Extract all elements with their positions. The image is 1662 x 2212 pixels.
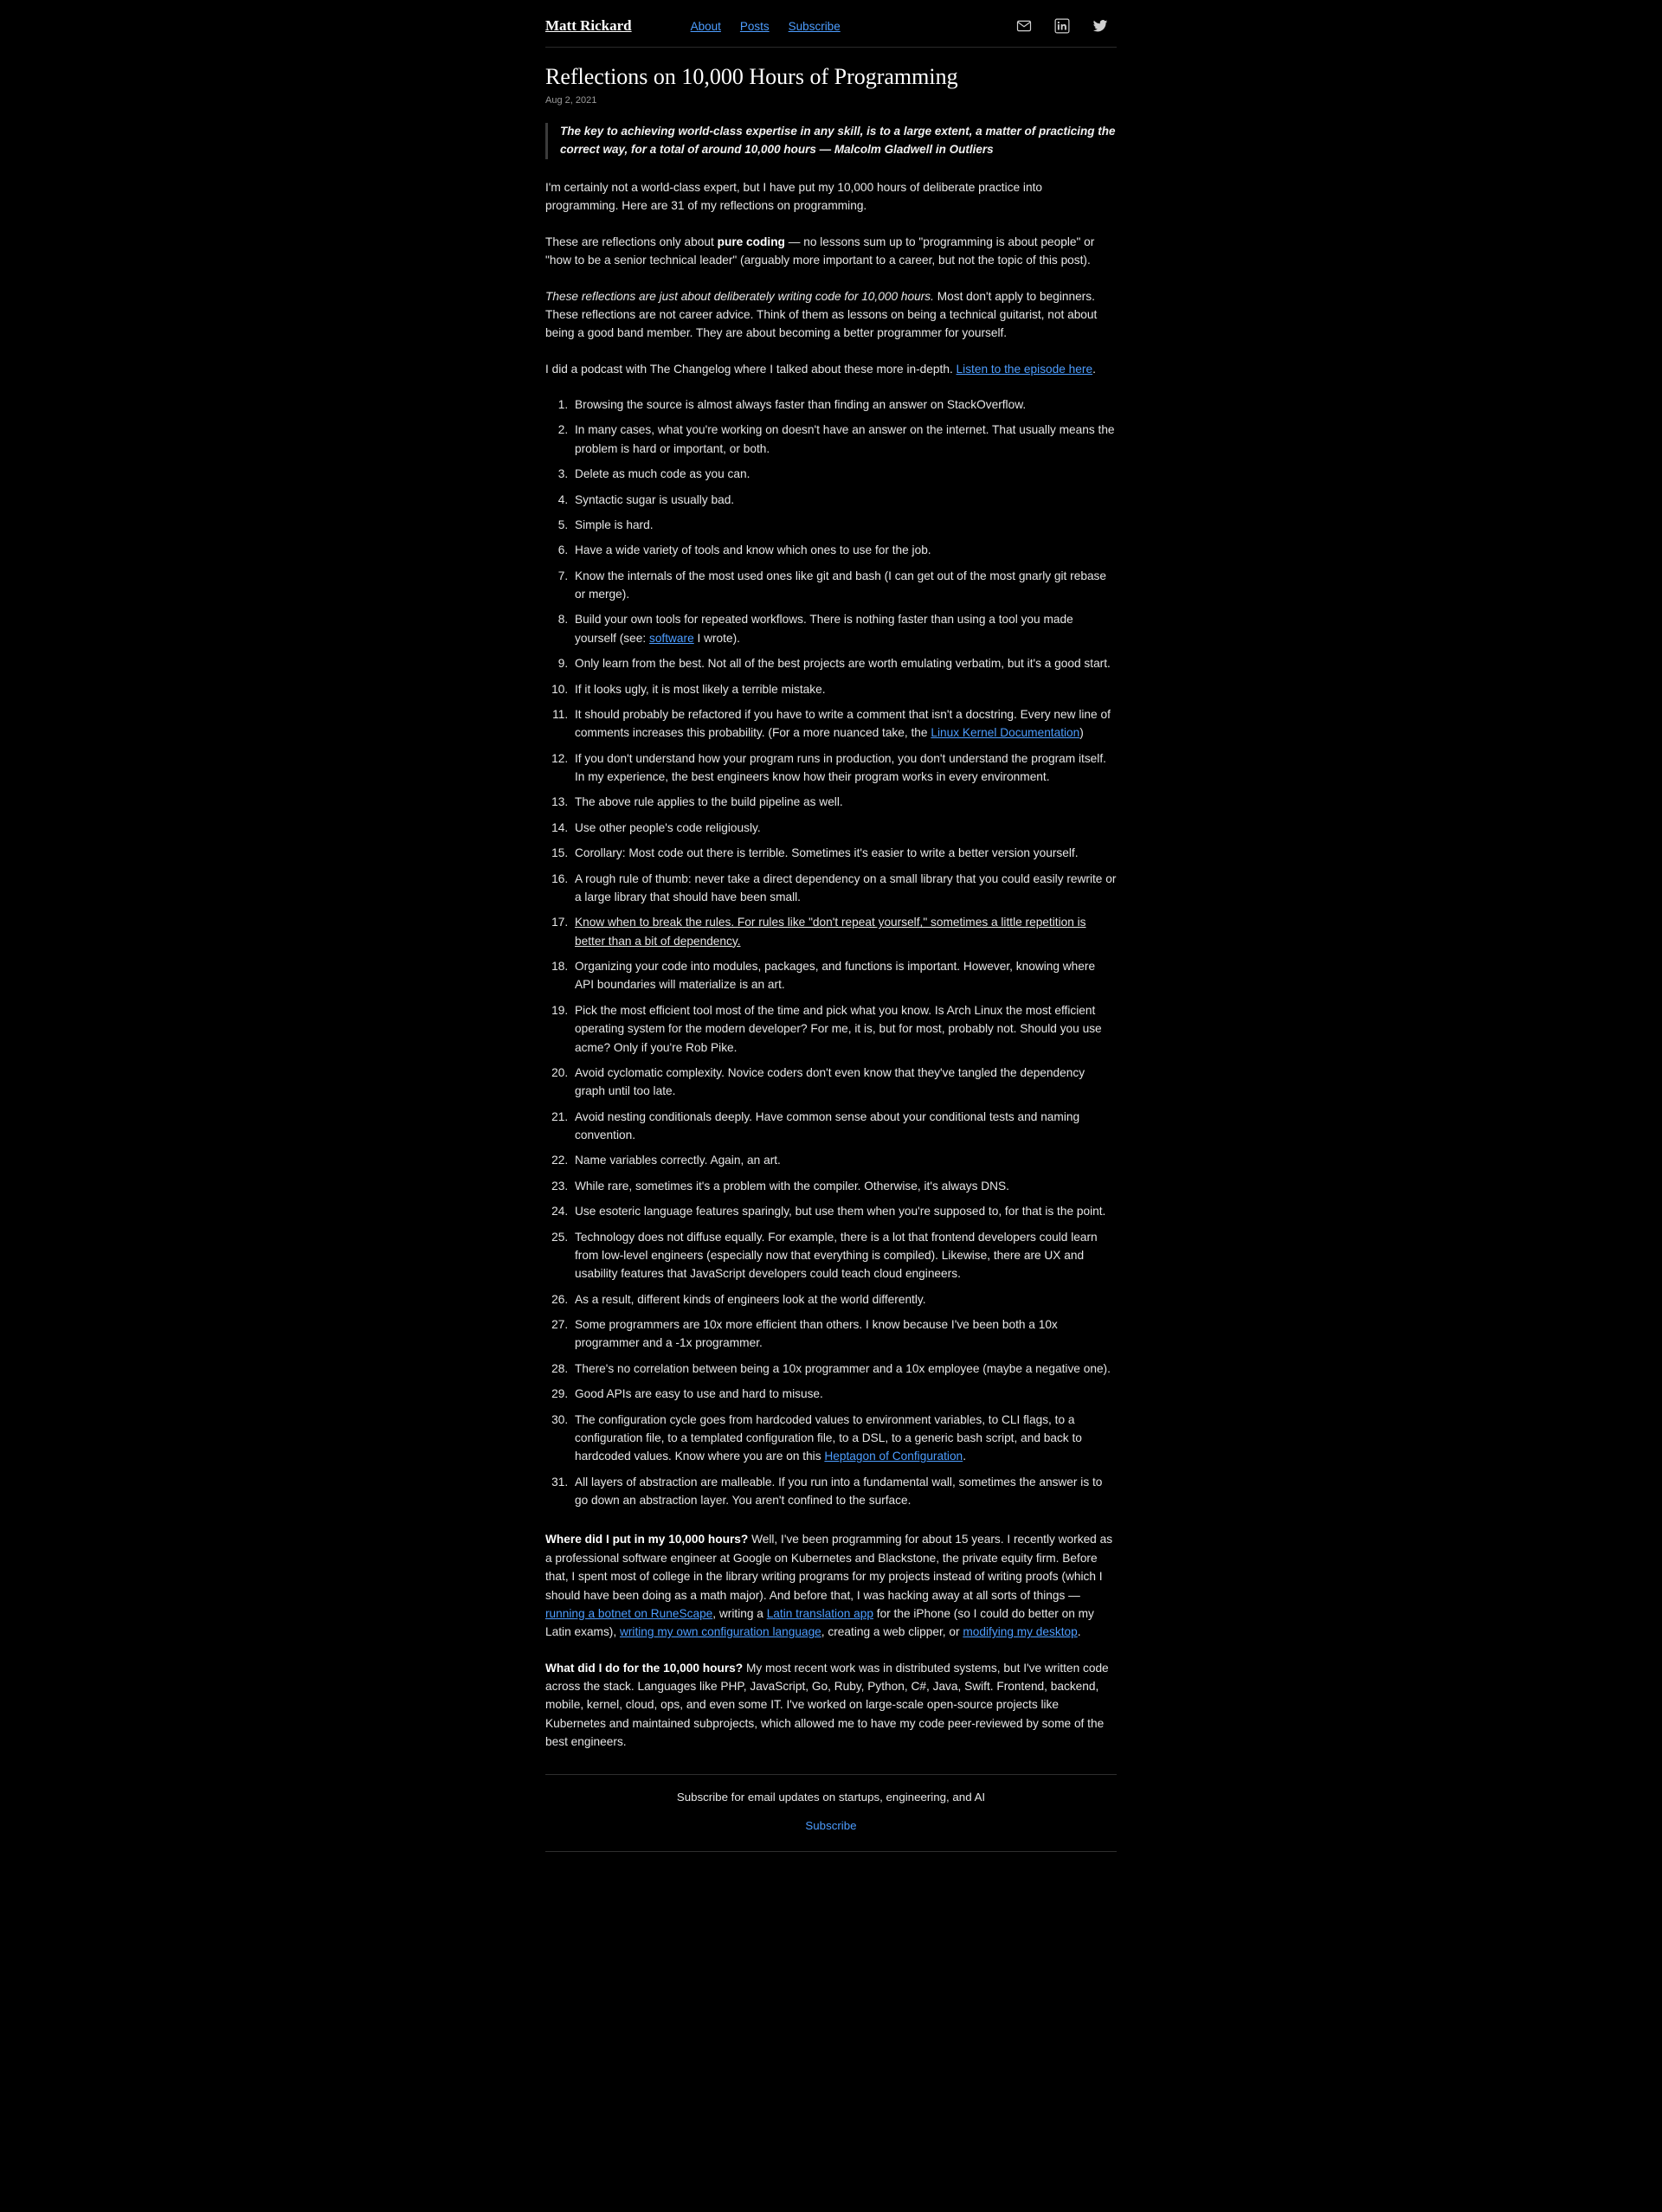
reflection-text: Avoid nesting conditionals deeply. Have common sense about your conditional tests and naming convention. — [575, 1109, 1080, 1142]
where-heading: Where did I put in my 10,000 hours? — [545, 1533, 749, 1546]
intro-paragraph-4 — [545, 360, 1117, 378]
nav-item-posts[interactable]: Posts — [739, 19, 770, 33]
main-nav — [691, 20, 841, 33]
list-item — [571, 1360, 1117, 1378]
reflection-text: The above rule applies to the build pipeline as well. — [575, 795, 843, 809]
social-links — [1016, 18, 1117, 34]
intro-paragraph-2 — [545, 233, 1117, 270]
list-item — [571, 870, 1117, 907]
list-item-highlighted[interactable] — [571, 913, 1117, 950]
reflection-text: A rough rule of thumb: never take a direct dependency on a small library that you could easily rewrite or a large library that should have been small. — [575, 871, 1117, 903]
list-item — [571, 1177, 1117, 1195]
software-link[interactable]: software — [648, 631, 694, 645]
heptagon-of-configuration-link[interactable]: Heptagon of Configuration — [824, 1450, 963, 1463]
intro-paragraph-1: I'm certainly not a world-class expert, but I have put my 10,000 hours of deliberate practice into programming. Here are 31 of my reflections on programming. — [545, 181, 1042, 213]
subscribe-button[interactable]: Subscribe — [805, 1818, 857, 1832]
reflection-text: Know the internals of the most used ones like git and bash (I can get out of the most gnarly git rebase or merge). — [575, 569, 1107, 601]
reflection-text-post: ) — [1079, 726, 1084, 740]
intro-3-rest: Most don't apply to beginners. These reflections are not career advice. Think of them as lessons on being a technical guitarist, not about being a good band member. They are about becoming a better programmer for yourself. — [545, 289, 1098, 340]
reflection-text: Have a wide variety of tools and know which ones to use for the job. — [575, 543, 931, 557]
reflection-text: Good APIs are easy to use and hard to misuse. — [575, 1387, 823, 1401]
reflection-text: All layers of abstraction are malleable. If you run into a fundamental wall, sometimes the answer is to go down an abstraction layer. You aren't confined to the surface. — [575, 1475, 1103, 1508]
reflection-text: If you don't understand how your program runs in production, you don't understand the program itself. In my experience, the best engineers know how their program works in every environment. — [575, 751, 1106, 784]
list-item — [571, 395, 1117, 414]
list-item — [571, 749, 1117, 787]
reflection-text: Technology does not diffuse equally. For example, there is a lot that frontend developers could learn from low-level engineers (especially now that everything is compiled). Likewise, there are UX and usability features that JavaScript developers could teach cloud engineers. — [575, 1230, 1098, 1281]
reflection-text: Delete as much code as you can. — [575, 467, 750, 481]
list-item — [571, 1108, 1117, 1145]
where-text-4: , creating a web clipper, or — [821, 1625, 963, 1639]
publish-date: Aug 2, 2021 — [545, 95, 597, 106]
reflection-text: As a result, different kinds of engineers look at the world differently. — [575, 1292, 926, 1306]
subscribe-prompt: Subscribe for email updates on startups, engineering, and AI — [676, 1790, 986, 1804]
where-text-5: . — [1077, 1625, 1081, 1639]
intro-paragraph-3 — [545, 287, 1117, 343]
nav-item-subscribe[interactable]: Subscribe — [788, 19, 841, 33]
what-text: My most recent work was in distributed systems, but I've written code across the stack. Languages like PHP, JavaScript, Go, Ruby, Python, C#, Java, Swift. Frontend, backend, mobile, kernel, cloud, ops, and even some IT. I've worked on large-scale open-source projects like Kubernetes and maintained subprojects, which allowed me to have my code peer-reviewed by some of the best engineers. — [545, 1661, 1109, 1749]
list-item — [571, 957, 1117, 994]
reflection-text: Build your own tools for repeated workflows. There is nothing faster than using a tool you made yourself (see: — [575, 613, 1073, 645]
reflection-text: Know when to break the rules. For rules like "don't repeat yourself," sometimes a little repetition is better than a bit of dependency. — [575, 916, 1086, 948]
reflection-text-post: I wrote). — [693, 631, 740, 645]
list-item — [571, 1385, 1117, 1403]
reflection-text: Use esoteric language features sparingly, but use them when you're supposed to, for that is the point. — [575, 1205, 1106, 1219]
where-text-2: , writing a — [712, 1606, 767, 1620]
intro-2-post: — no lessons sum up to "programming is about people" or "how to be a senior technical leader" (arguably more important to a career, but not the topic of this post). — [545, 235, 1095, 267]
reflection-text: It should probably be refactored if you have to write a comment that isn't a docstring. Every new line of comments increases this probability. (For a more nuanced take, the — [575, 707, 1111, 740]
intro-3-emphasis: These reflections are just about deliberately writing code for 10,000 hours. — [545, 289, 934, 303]
bottom-divider — [545, 1851, 1117, 1852]
list-item — [571, 1228, 1117, 1283]
reflection-text: Avoid cyclomatic complexity. Novice coders don't even know that they've tangled the dependency graph until too late. — [575, 1065, 1085, 1098]
intro-4-pre: I did a podcast with The Changelog where I talked about these more in-depth. — [545, 362, 957, 376]
list-item — [571, 567, 1117, 604]
list-item — [571, 793, 1117, 811]
configuration-language-link[interactable]: writing my own configuration language — [619, 1625, 821, 1639]
list-item — [571, 1151, 1117, 1169]
list-item — [571, 705, 1117, 743]
list-item — [571, 541, 1117, 559]
reflection-text: While rare, sometimes it's a problem with the compiler. Otherwise, it's always DNS. — [575, 1179, 1009, 1193]
list-item — [571, 491, 1117, 509]
reflection-text: Name variables correctly. Again, an art. — [575, 1154, 781, 1167]
podcast-episode-link[interactable]: Listen to the episode here — [956, 362, 1093, 376]
email-icon[interactable] — [1016, 18, 1032, 34]
reflection-text: There's no correlation between being a 10x programmer and a 10x employee (maybe a negative one). — [575, 1361, 1111, 1375]
reflection-text-post: . — [963, 1450, 966, 1463]
what-paragraph — [545, 1659, 1117, 1752]
reflection-text: Syntactic sugar is usually bad. — [575, 492, 735, 506]
page-container — [545, 0, 1117, 1852]
list-item — [571, 680, 1117, 698]
what-heading: What did I do for the 10,000 hours? — [545, 1661, 744, 1675]
where-text-1: Well, I've been programming for about 15 years. I recently worked as a professional software engineer at Google on Kubernetes and Blackstone, the private equity firm. Before that, I spent most of college in the library writing programs for my projects instead of writing proofs (which I should have been doing as a math major). And before that, I was hacking away at all sorts of things — — [545, 1533, 1113, 1602]
list-item — [571, 610, 1117, 647]
list-item — [571, 421, 1117, 458]
list-item — [571, 465, 1117, 483]
where-text-3: for the iPhone (so I could do better on my Latin exams), — [545, 1606, 1094, 1639]
reflection-text: The configuration cycle goes from hardcoded values to environment variables, to CLI flags, to a configuration file, to a templated configuration file, to a DSL, to a generic bash script, and back to hardcoded values. Know where you are on this — [575, 1412, 1082, 1463]
list-item — [571, 819, 1117, 837]
intro-4-post: . — [1092, 362, 1096, 376]
reflection-text: Corollary: Most code out there is terrible. Sometimes it's easier to write a better version yourself. — [575, 846, 1079, 860]
reflection-text: Organizing your code into modules, packages, and functions is important. However, knowing where API boundaries will materialize is an art. — [575, 960, 1096, 992]
list-item — [571, 1202, 1117, 1220]
list-item — [571, 1473, 1117, 1510]
footer-divider — [545, 1774, 1117, 1775]
reflection-text: If it looks ugly, it is most likely a terrible mistake. — [575, 682, 826, 696]
intro-2-pre: These are reflections only about — [545, 235, 718, 248]
site-brand-link[interactable]: Matt Rickard — [545, 17, 632, 34]
reflection-text: In many cases, what you're working on doesn't have an answer on the internet. That usually means the problem is hard or important, or both. — [575, 423, 1115, 455]
list-item — [571, 654, 1117, 672]
reflection-text: Pick the most efficient tool most of the time and pick what you know. Is Arch Linux the most efficient operating system for the modern developer? For me, it is, but for most, probably not. Should you use acme? Only if you're Rob Pike. — [575, 1003, 1102, 1054]
list-item — [571, 1290, 1117, 1309]
nav-item-about[interactable]: About — [690, 19, 721, 33]
latin-translation-app-link[interactable]: Latin translation app — [766, 1606, 873, 1620]
list-item — [571, 1315, 1117, 1353]
reflection-text: Browsing the source is almost always faster than finding an answer on StackOverflow. — [575, 398, 1027, 412]
reflection-text: Only learn from the best. Not all of the best projects are worth emulating verbatim, but it's a good start. — [575, 657, 1111, 671]
where-paragraph — [545, 1530, 1117, 1641]
intro-2-bold: pure coding — [717, 235, 785, 248]
pull-quote: The key to achieving world-class expertise in any skill, is to a large extent, a matter of practicing the correct way, for a total of around 10,000 hours — Malcolm Gladwell in Outliers — [545, 123, 1117, 159]
list-item — [571, 844, 1117, 862]
linkedin-icon[interactable] — [1054, 18, 1070, 34]
reflection-text: Simple is hard. — [575, 518, 654, 531]
runescape-botnet-link[interactable]: running a botnet on RuneScape — [545, 1606, 713, 1620]
reflection-text: Some programmers are 10x more efficient than others. I know because I've been both a 10x programmer and a -1x programmer. — [575, 1318, 1058, 1350]
linux-kernel-documentation-link[interactable]: Linux Kernel Documentation — [931, 726, 1080, 740]
list-item — [571, 1064, 1117, 1101]
page-title: Reflections on 10,000 Hours of Programming — [545, 64, 958, 89]
list-item — [571, 1411, 1117, 1466]
reflection-text: Use other people's code religiously. — [575, 820, 761, 834]
reflections-list — [545, 395, 1117, 1509]
list-item — [571, 516, 1117, 534]
list-item — [571, 1001, 1117, 1057]
site-header — [545, 9, 1117, 48]
twitter-icon[interactable] — [1092, 18, 1108, 34]
modifying-desktop-link[interactable]: modifying my desktop — [963, 1625, 1078, 1639]
article — [545, 48, 1117, 1752]
